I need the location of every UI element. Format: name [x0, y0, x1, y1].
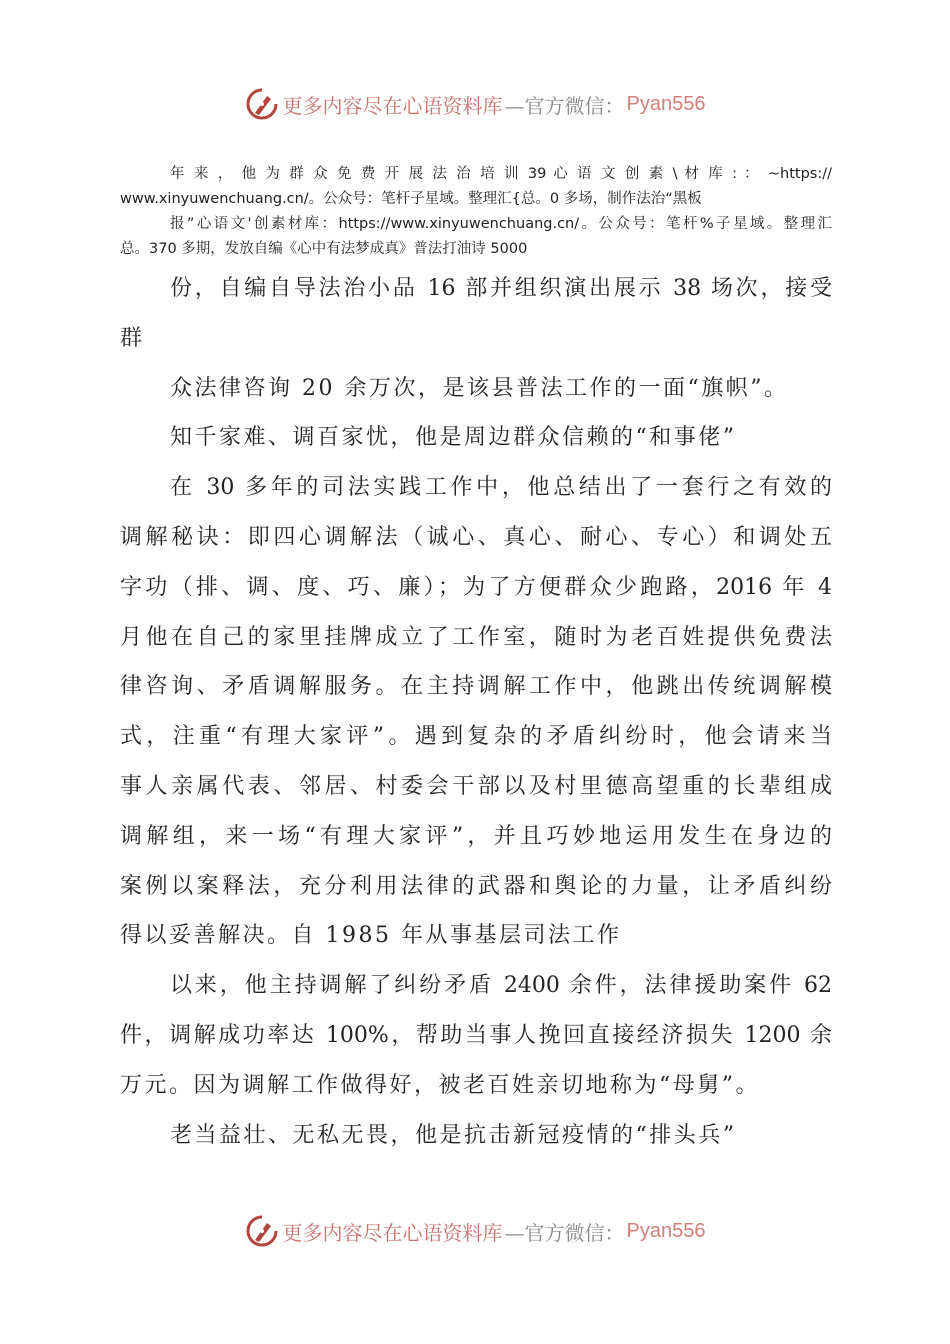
watermark-line: www.xinyuwenchuang.cn/。公众号：笔杆子星域。整理汇{总。0 多场，制作法治“黑板 — [120, 191, 702, 207]
body-line: 知千家难、调百家忧，他是周边群众信赖的“和事佬” — [170, 425, 737, 451]
body-line: 以来，他主持调解了纠纷矛盾 2400 余件，法律援助案件 62 — [170, 973, 832, 999]
watermark-line: 年 来 ， 他 为 群 众 免 费 开 展 法 治 培 训 39 心 语 文 创 素 \ 材 库 : ： ~https:// — [170, 166, 832, 182]
banner-main-text: 更多内容尽在心语资料库 — [282, 1220, 503, 1245]
body-line: 得以妥善解决。自 1985 年从事基层司法工作 — [120, 923, 622, 949]
banner-main-text: 更多内容尽在心语资料库 — [282, 93, 503, 118]
body-line: 字功（排、调、度、巧、廉）；为了方便群众少跑路，2016 年 4 — [120, 574, 832, 600]
banner-dash-text: —官方微信： — [504, 1220, 625, 1245]
banner-wechat-id: Pyan556 — [626, 92, 706, 115]
body-line: 式，注重“有理大家评”。遇到复杂的矛盾纠纷时，他会请来当 — [120, 724, 832, 750]
body-line: 万元。因为调解工作做得好，被老百姓亲切地称为“母舅”。 — [120, 1072, 760, 1098]
watermark-line: 报”心语文'创素材库：https://www.xinyuwenchuang.cn/。公众号：笔杆%子星域。整理汇 — [170, 216, 832, 232]
body-text — [120, 264, 832, 1160]
banner-wechat-id: Pyan556 — [626, 1219, 706, 1242]
body-line: 老当益壮、无私无畏，他是抗击新冠疫情的“排头兵” — [170, 1122, 737, 1148]
pen-logo-icon — [245, 1214, 279, 1248]
pen-logo-icon — [245, 87, 279, 121]
body-line: 调解组，来一场“有理大家评”，并且巧妙地运用发生在身边的 — [120, 823, 832, 849]
body-line: 律咨询、矛盾调解服务。在主持调解工作中，他跳出传统调解模 — [120, 674, 832, 700]
body-line: 调解秘诀：即四心调解法（诚心、真心、耐心、专心）和调处五 — [120, 524, 832, 550]
header-banner — [0, 84, 950, 124]
body-line: 事人亲属代表、邻居、村委会干部以及村里德高望重的长辈组成 — [120, 773, 832, 799]
body-line: 份，自编自导法治小品 16 部并组织演出展示 38 场次，接受 — [170, 276, 832, 301]
body-line: 案例以案释法，充分利用法律的武器和舆论的力量，让矛盾纠纷 — [120, 873, 832, 899]
footer-banner — [0, 1211, 950, 1251]
body-line: 在 30 多年的司法实践工作中，他总结出了一套行之有效的 — [170, 475, 832, 501]
body-line: 众法律咨询 20 余万次，是该县普法工作的一面“旗帜”。 — [170, 375, 789, 401]
body-line: 件，调解成功率达 100%，帮助当事人挽回直接经济损失 1200 余 — [120, 1022, 832, 1048]
body-line: 月他在自己的家里挂牌成立了工作室，随时为老百姓提供免费法 — [120, 624, 832, 650]
watermark-line: 总。370 多期，发放自编《心中有法梦成真》普法打油诗 5000 — [120, 241, 528, 257]
watermark-paragraph — [120, 162, 832, 262]
banner-dash-text: —官方微信： — [504, 93, 625, 118]
body-line: 群 — [120, 325, 145, 351]
